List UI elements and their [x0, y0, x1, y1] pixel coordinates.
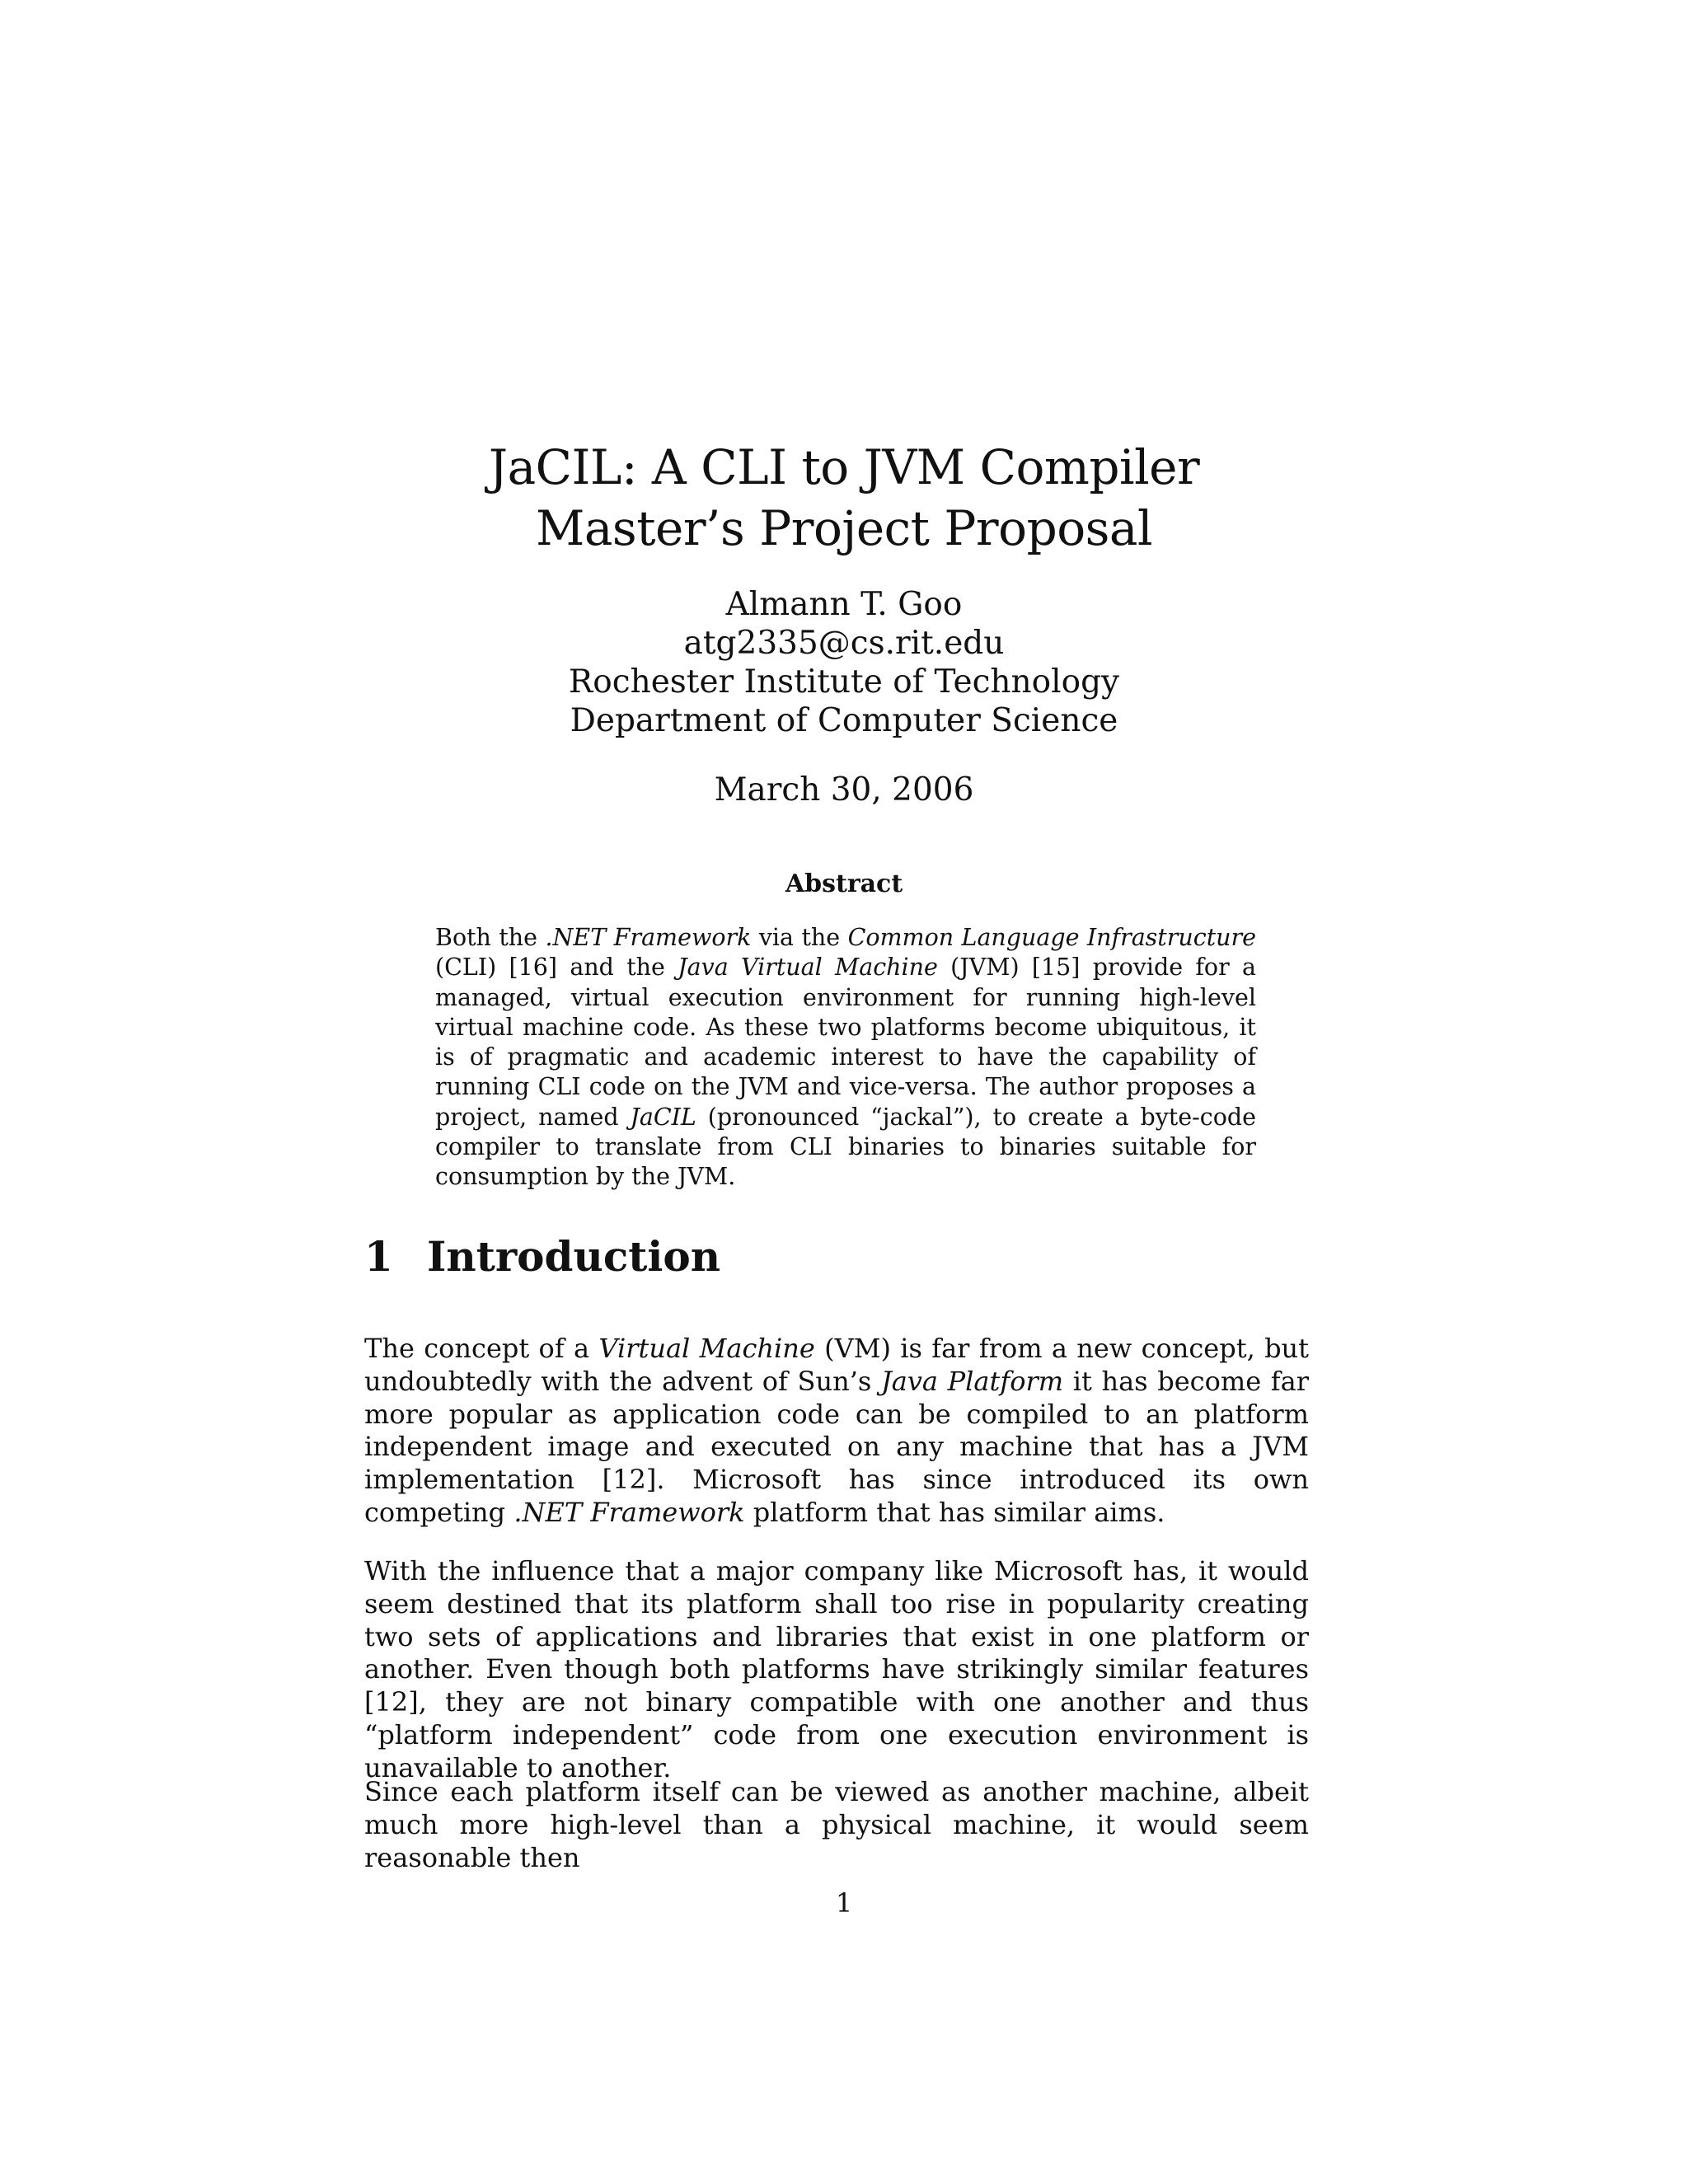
- paper-title: [0, 437, 1688, 559]
- section-number: 1: [364, 1232, 393, 1281]
- abstract-text-run: via the: [751, 924, 848, 951]
- author-department: Department of Computer Science: [570, 702, 1118, 739]
- abstract-emphasis: Common Language Infrastructure: [847, 924, 1257, 951]
- author-name: Almann T. Goo: [725, 586, 963, 623]
- paragraph-emphasis: Virtual Machine: [598, 1333, 815, 1364]
- page-number: 1: [835, 1887, 853, 1919]
- title-line-2: Master’s Project Proposal: [535, 500, 1153, 556]
- section-heading-introduction: [364, 1232, 720, 1281]
- paper-date: March 30, 2006: [714, 771, 974, 808]
- body-paragraph-1: [364, 1333, 1309, 1530]
- abstract-emphasis: .NET Framework: [545, 924, 752, 951]
- abstract-text-run: (pronounced “jackal”), to create a byte-code compiler to translate from CLI binaries to binaries suitable for consumption by the JVM.: [435, 1103, 1256, 1191]
- paragraph-text-run: (VM) is far from a new concept, but undoubtedly with the advent of Sun’s: [364, 1333, 1310, 1397]
- author-institution: Rochester Institute of Technology: [568, 663, 1120, 701]
- abstract-emphasis: Java Virtual Machine: [678, 954, 938, 982]
- abstract-text-run: (JVM) [15] provide for a managed, virtual execution environment for running high-level virtual machine code. As these two platforms become ubiquitous, it is of pragmatic and academic interest to have the capability of running CLI code on the JVM and vice-versa. The author proposes a project, named: [435, 954, 1256, 1131]
- section-title: Introduction: [427, 1232, 721, 1281]
- abstract-heading: Abstract: [785, 869, 903, 898]
- paragraph-text-run: platform that has similar aims.: [744, 1496, 1165, 1528]
- paragraph-text-run: it has become far more popular as application code can be compiled to an platform independent image and executed on any machine that has a JVM implementation [12]. Microsoft has since introduced its own competing: [364, 1365, 1310, 1528]
- author-info: [0, 585, 1688, 740]
- paragraph-text-run: The concept of a: [364, 1333, 599, 1364]
- author-email: atg2335@cs.rit.edu: [683, 625, 1005, 662]
- paragraph-emphasis: Java Platform: [880, 1365, 1064, 1397]
- body-paragraph-3: Since each platform itself can be viewed as another machine, albeit much more high-level than a physical machine, it would seem reasonable then: [364, 1776, 1309, 1873]
- abstract-text-run: Both the: [435, 924, 546, 951]
- body-paragraph-2: With the influence that a major company like Microsoft has, it would seem destined that its platform shall too rise in popularity creating two sets of applications and libraries that exist in one platform or another. Even though both platforms have strikingly similar features [12], they are not binary compatible with one another and thus “platform independent” code from one execution environment is unavailable to another.: [364, 1555, 1309, 1783]
- abstract-text-run: (CLI) [16] and the: [435, 954, 678, 982]
- paragraph-emphasis: .NET Framework: [513, 1496, 745, 1528]
- title-line-1: JaCIL: A CLI to JVM Compiler: [488, 439, 1200, 495]
- abstract-text: [435, 923, 1256, 1193]
- abstract-emphasis: JaCIL: [630, 1103, 696, 1131]
